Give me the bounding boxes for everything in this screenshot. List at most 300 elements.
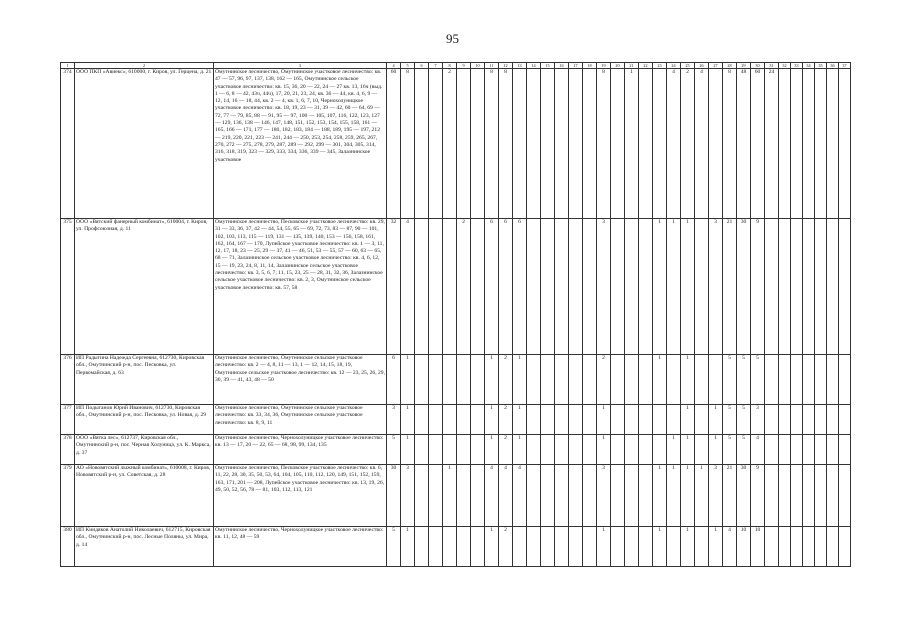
location-cell: Омутнинское лесничество, Чернохолуницкое участковое лесничество: кв. 13 — 17, 20 — 22, 65 — 68, 98, 99, 134, 135 xyxy=(214,435,387,465)
register-table xyxy=(60,62,851,567)
value-cell xyxy=(625,527,639,567)
value-cell xyxy=(611,435,625,465)
value-cell xyxy=(457,527,471,567)
value-cell: 3 xyxy=(709,465,723,527)
value-cell xyxy=(765,435,779,465)
value-cell xyxy=(569,405,583,435)
organization-cell: ООО «Вятский фанерный комбинат», 610004, г. Киров, ул. Профсоюзная, д. 11 xyxy=(75,219,214,355)
value-cell: 1 xyxy=(653,355,667,405)
value-cell xyxy=(583,465,597,527)
value-cell xyxy=(443,435,457,465)
value-cell xyxy=(653,405,667,435)
value-cell: 9 xyxy=(751,219,765,355)
column-number: 23 xyxy=(653,63,667,69)
value-cell: 5 xyxy=(737,435,751,465)
table-row xyxy=(61,435,851,465)
value-cell: 1 xyxy=(681,465,695,527)
value-cell: 21 xyxy=(723,219,737,355)
value-cell xyxy=(625,355,639,405)
value-cell: 48 xyxy=(737,69,751,219)
value-cell xyxy=(815,219,827,355)
column-number: 1 xyxy=(61,63,75,69)
column-number: 34 xyxy=(803,63,815,69)
value-cell xyxy=(471,405,485,435)
value-cell: 3 xyxy=(751,405,765,435)
value-cell xyxy=(639,355,653,405)
value-cell xyxy=(791,405,803,435)
value-cell: 2 xyxy=(443,69,457,219)
value-cell xyxy=(625,405,639,435)
value-cell: 6 xyxy=(485,219,499,355)
value-cell xyxy=(541,219,555,355)
column-number: 25 xyxy=(681,63,695,69)
value-cell: 1 xyxy=(485,527,499,567)
value-cell xyxy=(839,69,851,219)
column-number: 31 xyxy=(765,63,779,69)
location-cell: Омутнинское лесничество, Омутнинское сельское участковое лесничество: кв. 2 — 4, 8, 11 — 13, 1 — 12, 14, 15, 18, 19, Омутнинское сельское участковое лесничество: кв. 12 — 23, 25, 26, 29, 30, 39 — 41, 43, 48 — 50 xyxy=(214,355,387,405)
value-cell xyxy=(541,405,555,435)
value-cell: 1 xyxy=(443,465,457,527)
value-cell xyxy=(583,527,597,567)
value-cell xyxy=(815,435,827,465)
value-cell xyxy=(815,355,827,405)
table-row xyxy=(61,219,851,355)
value-cell xyxy=(709,355,723,405)
table-row xyxy=(61,405,851,435)
column-number: 37 xyxy=(839,63,851,69)
value-cell xyxy=(541,69,555,219)
location-cell: Омутнинское лесничество, Омутнинское участковое лесничество: кв. 47 — 57, 96, 97, 137, 138, 162 — 165, Омутнинское сельское участковое лесничество: кв. 15, 36, 20 — 22, 24 — 27 кв. 13, 16ч (выд. 1 — 6, 8 — 42, 43ч, 44ч), 17, 20, 21, 23, 24, кв. 36 — 44, кв. 4, 6, 9 — 12, 14, 16 — 18, 44, кв. 2 — 4, кв. 1, 6, 7, 10, Чернохолуницкое участковое лесничество: кв. 18, 19, 23 — 31, 39 — 42, 60 — 64, 69 — 72, 77 — 79, 85, 88 — 91, 95 — 97, 100 — 105, 107, 116, 122, 123, 127 — 129, 136, 138 — 146, 147, 148, 151, 152, 153, 154, 155, 158, 161 — 165, 166 — 171, 177 — 180, 182, 183, 184 — 188, 189, 195 — 197, 212 — 219, 220, 221, 223 — 241, 244 — 250, 253, 254, 258, 259, 265, 267, 270, 272 — 275, 278, 279, 287, 289 — 292, 299 — 301, 304, 305, 314, 316, 318, 319, 323 — 329, 333, 334, 336, 339 — 345, Залазнинское участковое xyxy=(214,69,387,219)
value-cell: 1 xyxy=(667,219,681,355)
column-number: 5 xyxy=(401,63,415,69)
column-number: 3 xyxy=(214,63,387,69)
row-number: 377 xyxy=(61,405,75,435)
value-cell: 1 xyxy=(667,465,681,527)
value-cell xyxy=(839,435,851,465)
value-cell xyxy=(471,219,485,355)
value-cell: 3 xyxy=(597,219,611,355)
column-number: 7 xyxy=(429,63,443,69)
value-cell: 1 xyxy=(681,527,695,567)
value-cell xyxy=(839,527,851,567)
value-cell xyxy=(429,435,443,465)
value-cell: 3 xyxy=(709,219,723,355)
value-cell xyxy=(429,69,443,219)
row-number: 374 xyxy=(61,69,75,219)
value-cell xyxy=(791,69,803,219)
value-cell: 1 xyxy=(709,405,723,435)
value-cell xyxy=(527,527,541,567)
value-cell xyxy=(415,527,429,567)
value-cell xyxy=(803,527,815,567)
value-cell xyxy=(639,435,653,465)
value-cell xyxy=(457,355,471,405)
value-cell xyxy=(527,219,541,355)
value-cell: 6 xyxy=(387,355,401,405)
value-cell xyxy=(471,435,485,465)
value-cell xyxy=(779,405,791,435)
value-cell xyxy=(443,219,457,355)
value-cell xyxy=(569,219,583,355)
value-cell xyxy=(583,405,597,435)
value-cell xyxy=(555,219,569,355)
value-cell: 1 xyxy=(695,465,709,527)
value-cell: 1 xyxy=(401,435,415,465)
column-number: 32 xyxy=(779,63,791,69)
value-cell: 1 xyxy=(401,405,415,435)
value-cell: 4 xyxy=(751,435,765,465)
column-number: 15 xyxy=(541,63,555,69)
column-number: 35 xyxy=(815,63,827,69)
organization-cell: ООО «Вятка лес», 612737, Кировская обл., Омутнинский р-н, пос. Черная Холуница, ул. К. Маркса, д. 37 xyxy=(75,435,214,465)
value-cell xyxy=(765,527,779,567)
column-number: 2 xyxy=(75,63,214,69)
value-cell xyxy=(415,69,429,219)
value-cell: 30 xyxy=(387,465,401,527)
value-cell xyxy=(815,405,827,435)
organization-cell: ИП Радыгина Надежда Сергеевна, 612730, Кировская обл., Омутнинский р-н, пос. Песковка, ул. Первомайская, д. 63 xyxy=(75,355,214,405)
value-cell xyxy=(815,69,827,219)
location-cell: Омутнинское лесничество, Песковское участковое лесничество: кв. 6, 11, 22, 28, 30, 35, 50, 53, 64, 104, 105, 110, 112, 120, 149, 151, 152, 159, 163, 171, 201 — 208, Лупейское участковое лесничество: кв. 13, 19, 26, 49, 50, 52, 56, 78 — 81, 103, 112, 113, 121 xyxy=(214,465,387,527)
value-cell: 4 xyxy=(401,219,415,355)
column-number: 10 xyxy=(471,63,485,69)
value-cell xyxy=(827,219,839,355)
column-number: 26 xyxy=(695,63,709,69)
column-number: 33 xyxy=(791,63,803,69)
value-cell: 5 xyxy=(387,435,401,465)
value-cell xyxy=(415,355,429,405)
value-cell xyxy=(443,527,457,567)
value-cell xyxy=(457,69,471,219)
value-cell: 2 xyxy=(499,405,513,435)
value-cell xyxy=(527,405,541,435)
value-cell: 3 xyxy=(387,405,401,435)
value-cell: 1 xyxy=(681,435,695,465)
value-cell: 5 xyxy=(751,355,765,405)
value-cell xyxy=(695,219,709,355)
value-cell xyxy=(569,465,583,527)
value-cell xyxy=(471,527,485,567)
value-cell xyxy=(827,435,839,465)
value-cell xyxy=(827,527,839,567)
value-cell xyxy=(555,69,569,219)
value-cell xyxy=(415,219,429,355)
value-cell xyxy=(791,355,803,405)
value-cell xyxy=(803,405,815,435)
row-number: 380 xyxy=(61,527,75,567)
value-cell xyxy=(625,435,639,465)
row-number: 376 xyxy=(61,355,75,405)
value-cell: 1 xyxy=(667,435,681,465)
column-number: 13 xyxy=(513,63,527,69)
value-cell: 8 xyxy=(723,69,737,219)
value-cell: 4 xyxy=(667,69,681,219)
value-cell: 1 xyxy=(485,355,499,405)
value-cell: 10 xyxy=(737,527,751,567)
value-cell: 24 xyxy=(765,69,779,219)
value-cell: 5 xyxy=(723,435,737,465)
value-cell: 21 xyxy=(723,465,737,527)
value-cell: 8 xyxy=(499,69,513,219)
column-number: 18 xyxy=(583,63,597,69)
value-cell: 4 xyxy=(723,527,737,567)
value-cell xyxy=(429,405,443,435)
value-cell xyxy=(827,69,839,219)
table-row xyxy=(61,69,851,219)
value-cell xyxy=(791,219,803,355)
value-cell: 1 xyxy=(653,527,667,567)
value-cell xyxy=(667,405,681,435)
value-cell: 1 xyxy=(485,435,499,465)
value-cell xyxy=(639,405,653,435)
value-cell xyxy=(803,465,815,527)
column-number: 9 xyxy=(457,63,471,69)
value-cell: 8 xyxy=(597,69,611,219)
value-cell xyxy=(765,219,779,355)
column-number: 29 xyxy=(737,63,751,69)
value-cell: 5 xyxy=(737,355,751,405)
column-number: 11 xyxy=(485,63,499,69)
value-cell xyxy=(569,69,583,219)
value-cell xyxy=(569,527,583,567)
value-cell: 30 xyxy=(737,219,751,355)
value-cell xyxy=(555,435,569,465)
value-cell xyxy=(429,465,443,527)
column-number: 30 xyxy=(751,63,765,69)
column-number: 8 xyxy=(443,63,457,69)
value-cell xyxy=(827,405,839,435)
value-cell xyxy=(541,435,555,465)
value-cell xyxy=(803,219,815,355)
column-number: 22 xyxy=(639,63,653,69)
value-cell xyxy=(653,69,667,219)
organization-cell: ИП Киндяков Анатолий Николаевич, 612715, Кировская обл., Омутнинский р-н, пос. Лесные Поляны, ул. Мира, д. 14 xyxy=(75,527,214,567)
column-number: 12 xyxy=(499,63,513,69)
value-cell xyxy=(429,355,443,405)
column-number: 21 xyxy=(625,63,639,69)
value-cell: 2 xyxy=(499,527,513,567)
column-number: 19 xyxy=(597,63,611,69)
column-number: 6 xyxy=(415,63,429,69)
column-number: 28 xyxy=(723,63,737,69)
table-row xyxy=(61,465,851,527)
value-cell xyxy=(779,69,791,219)
value-cell: 1 xyxy=(709,435,723,465)
value-cell xyxy=(527,435,541,465)
value-cell xyxy=(839,219,851,355)
value-cell xyxy=(653,435,667,465)
value-cell xyxy=(569,435,583,465)
value-cell: 1 xyxy=(709,527,723,567)
value-cell xyxy=(415,435,429,465)
organization-cell: ООО ПКП «Авиекс», 610000, г. Киров, ул. Герцена, д. 21 xyxy=(75,69,214,219)
value-cell xyxy=(803,355,815,405)
column-number: 4 xyxy=(387,63,401,69)
value-cell: 1 xyxy=(401,355,415,405)
value-cell: 5 xyxy=(723,405,737,435)
value-cell xyxy=(443,405,457,435)
value-cell xyxy=(611,219,625,355)
value-cell: 2 xyxy=(597,355,611,405)
value-cell xyxy=(667,527,681,567)
column-number: 17 xyxy=(569,63,583,69)
value-cell xyxy=(527,355,541,405)
value-cell xyxy=(709,69,723,219)
value-cell xyxy=(827,465,839,527)
value-cell: 3 xyxy=(597,465,611,527)
value-cell xyxy=(839,465,851,527)
value-cell xyxy=(839,405,851,435)
value-cell: 1 xyxy=(485,405,499,435)
value-cell xyxy=(779,465,791,527)
row-number: 375 xyxy=(61,219,75,355)
value-cell xyxy=(803,69,815,219)
table-row xyxy=(61,527,851,567)
column-number: 36 xyxy=(827,63,839,69)
organization-cell: ИП Подыганов Юрий Иванович, 612730, Кировская обл., Омутнинский р-н, пос. Песковка, ул. Новая, д. 29 xyxy=(75,405,214,435)
value-cell xyxy=(429,527,443,567)
value-cell xyxy=(569,355,583,405)
value-cell xyxy=(583,69,597,219)
column-number: 27 xyxy=(709,63,723,69)
table-row xyxy=(61,355,851,405)
value-cell xyxy=(583,219,597,355)
value-cell xyxy=(779,435,791,465)
value-cell: 1 xyxy=(513,435,527,465)
value-cell: 30 xyxy=(737,465,751,527)
value-cell: 6 xyxy=(499,219,513,355)
value-cell xyxy=(555,465,569,527)
value-cell: 1 xyxy=(681,355,695,405)
value-cell: 60 xyxy=(387,69,401,219)
value-cell xyxy=(527,69,541,219)
value-cell: 1 xyxy=(597,405,611,435)
value-cell xyxy=(443,355,457,405)
value-cell: 1 xyxy=(597,435,611,465)
location-cell: Омутнинское лесничество, Песковское участковое лесничество: кв. 29, 31 — 33, 36, 37, 42 — 44, 54, 55, 65 — 69, 72, 73, 83 — 87, 90 — 101, 102, 103, 113, 115 — 119, 131 — 135, 139, 140, 153 — 156, 158, 161, 162, 164, 167 — 170, Лупейское участковое лесничество: кв. 1 — 3, 11, 12, 17, 18, 23 — 25, 29 — 37, 41 — 46, 51, 53 — 55, 57 — 60, 63 — 65, 68 — 71, Залазнинское сельское участковое лесничество: кв. 4, 6, 12, 15 — 19, 23, 24, 8, 11, 14, Залазнинское сельское участковое лесничество: кв. 3, 5, 6, 7, 11, 15, 23, 25 — 28, 31, 32, 36, Залазнинское сельское участковое лесничество: кв. 2, 3, Омутнинское сельское участковое лесничество: кв. 57, 58 xyxy=(214,219,387,355)
value-cell xyxy=(815,527,827,567)
value-cell: 3 xyxy=(401,465,415,527)
value-cell: 5 xyxy=(737,405,751,435)
location-cell: Омутнинское лесничество, Омутнинское сельское участковое лесничество: кв. 33, 34, 36, Омутнинское сельское участковое лесничество: кв. 8, 9, 11 xyxy=(214,405,387,435)
value-cell: 8 xyxy=(401,69,415,219)
value-cell xyxy=(639,465,653,527)
column-number: 16 xyxy=(555,63,569,69)
value-cell: 2 xyxy=(499,435,513,465)
value-cell: 4 xyxy=(513,465,527,527)
value-cell xyxy=(583,435,597,465)
value-cell xyxy=(611,405,625,435)
value-cell xyxy=(625,465,639,527)
value-cell xyxy=(583,355,597,405)
value-cell xyxy=(415,405,429,435)
value-cell xyxy=(471,355,485,405)
value-cell xyxy=(457,465,471,527)
value-cell xyxy=(541,527,555,567)
value-cell xyxy=(527,465,541,527)
value-cell: 6 xyxy=(513,219,527,355)
value-cell xyxy=(471,69,485,219)
value-cell xyxy=(695,527,709,567)
organization-cell: АО «Нововятский лыжный комбинат», 610008, г. Киров, Нововятский р-н, ул. Советская, д. 28 xyxy=(75,465,214,527)
page-number: 95 xyxy=(446,31,459,46)
value-cell: 4 xyxy=(499,465,513,527)
value-cell: 1 xyxy=(513,405,527,435)
value-cell xyxy=(779,355,791,405)
value-cell: 1 xyxy=(681,219,695,355)
value-cell xyxy=(815,465,827,527)
value-cell xyxy=(611,355,625,405)
value-cell xyxy=(803,435,815,465)
value-cell xyxy=(791,435,803,465)
value-cell xyxy=(667,355,681,405)
value-cell xyxy=(415,465,429,527)
column-number: 24 xyxy=(667,63,681,69)
value-cell: 10 xyxy=(751,527,765,567)
value-cell xyxy=(611,527,625,567)
value-cell xyxy=(779,527,791,567)
value-cell xyxy=(611,69,625,219)
value-cell xyxy=(639,219,653,355)
value-cell xyxy=(513,69,527,219)
value-cell xyxy=(791,527,803,567)
value-cell: 1 xyxy=(513,355,527,405)
value-cell xyxy=(639,527,653,567)
value-cell xyxy=(429,219,443,355)
location-cell: Омутнинское лесничество, Чернохолуницкое участковое лесничество: кв. 11, 12, 48 — 59 xyxy=(214,527,387,567)
value-cell: 5 xyxy=(723,355,737,405)
value-cell xyxy=(513,527,527,567)
value-cell: 2 xyxy=(499,355,513,405)
value-cell xyxy=(541,465,555,527)
value-cell: 2 xyxy=(457,219,471,355)
value-cell: 2 xyxy=(681,69,695,219)
value-cell xyxy=(827,355,839,405)
value-cell xyxy=(765,465,779,527)
row-number: 379 xyxy=(61,465,75,527)
value-cell xyxy=(555,355,569,405)
value-cell xyxy=(611,465,625,527)
value-cell: 1 xyxy=(681,405,695,435)
row-number: 378 xyxy=(61,435,75,465)
value-cell: 4 xyxy=(695,69,709,219)
value-cell: 1 xyxy=(597,527,611,567)
value-cell xyxy=(541,355,555,405)
value-cell xyxy=(765,355,779,405)
value-cell: 1 xyxy=(653,219,667,355)
value-cell xyxy=(695,355,709,405)
column-number: 20 xyxy=(611,63,625,69)
value-cell: 8 xyxy=(485,69,499,219)
value-cell xyxy=(457,435,471,465)
value-cell: 1 xyxy=(401,527,415,567)
value-cell xyxy=(555,527,569,567)
value-cell: 60 xyxy=(751,69,765,219)
value-cell xyxy=(639,69,653,219)
value-cell xyxy=(839,355,851,405)
value-cell xyxy=(625,219,639,355)
value-cell xyxy=(779,219,791,355)
value-cell xyxy=(471,465,485,527)
value-cell xyxy=(555,405,569,435)
column-number: 14 xyxy=(527,63,541,69)
value-cell xyxy=(695,435,709,465)
value-cell: 1 xyxy=(625,69,639,219)
value-cell xyxy=(765,405,779,435)
value-cell: 5 xyxy=(387,527,401,567)
value-cell xyxy=(695,405,709,435)
value-cell xyxy=(457,405,471,435)
